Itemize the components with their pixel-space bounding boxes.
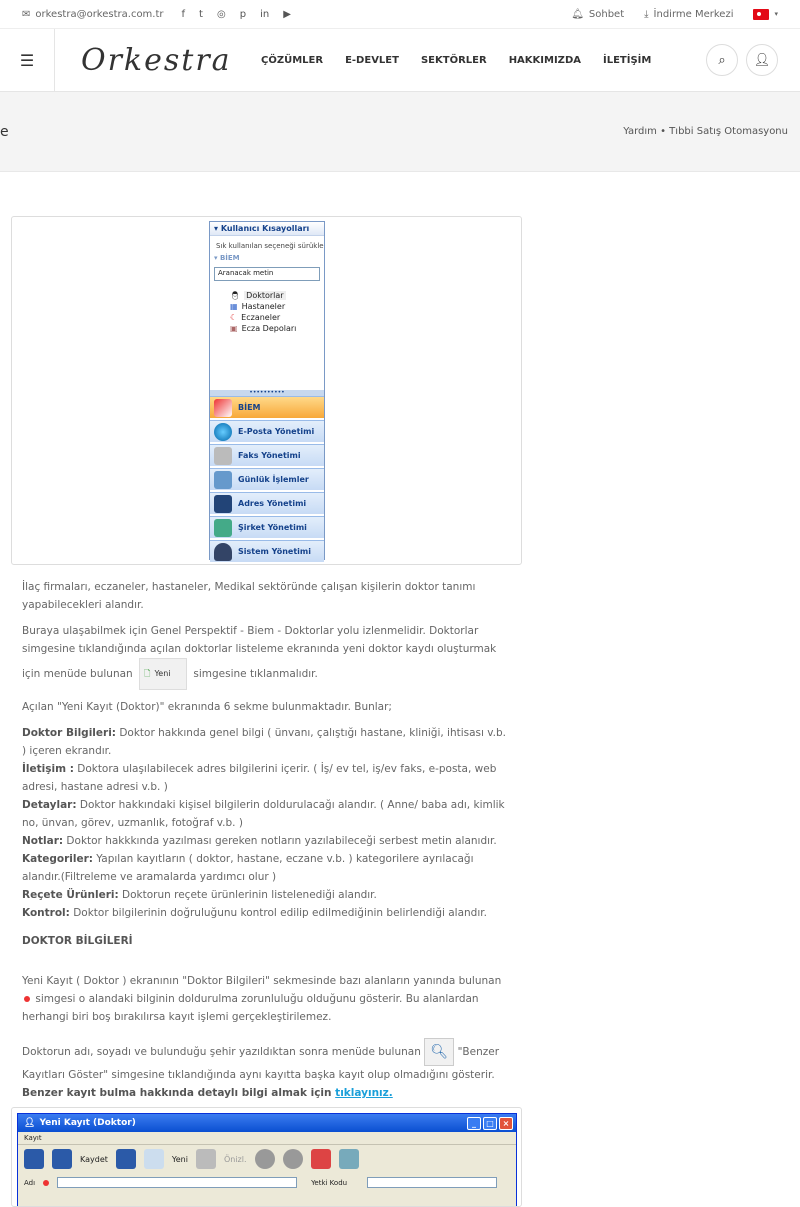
save-new-icon (24, 1149, 44, 1169)
section-title: DOKTOR BİLGİLERİ (22, 935, 133, 947)
auth-code-input (367, 1177, 497, 1188)
maximize-icon: □ (483, 1117, 497, 1130)
new-document-icon (144, 1149, 164, 1169)
panel-item-pharmacies[interactable]: ☾ Eczaneler (230, 313, 281, 322)
user-button[interactable] (746, 44, 778, 76)
window-form (18, 1173, 516, 1192)
crescent-icon: ☾ (230, 313, 238, 322)
required-dot-icon (24, 996, 30, 1002)
nav-e-government[interactable]: E-DEVLET (345, 54, 399, 66)
link-paragraph: Benzer kayıt bulma hakkında detaylı bilgi almak için tıklayınız. (22, 1087, 393, 1099)
close-icon: × (499, 1117, 513, 1130)
new-label: Yeni (171, 1154, 188, 1164)
instagram-icon[interactable]: ◎ (216, 8, 226, 20)
shortcut-panel (209, 221, 325, 560)
nav-contact[interactable]: İLETİŞİM (602, 54, 652, 66)
new-record-window (17, 1113, 517, 1207)
preview-label: Önizl. (223, 1154, 247, 1164)
minimize-icon: _ (467, 1117, 481, 1130)
panel-group: ▾ BİEM (214, 254, 240, 262)
tabs-list: Doktor Bilgileri: Doktor hakkında genel bilgi ( ünvanı, çalıştığı hastane, kliniği, ihtisası v.b. ) içeren ekrandır. İletişim : Doktora ulaşılabilecek adres bilgilerini içerir. ( İş/ ev tel, iş/ev faks, e-posta, web adresi, hastane adresi v.b. ) Detaylar: Doktor hakkındaki kişisel bilgilerin doldurulacağı alandır. ( Anne/ baba adı, kimlik no, ünvan, görev, uzmanlık, fotoğraf v.b. ) Notlar: Doktor hakkkında yazılması gereken notların yazılabileceği serbest metin alanıdır. Kategoriler: Yapılan kayıtların ( doktor, hastane, eczane v.b. ) kategorilere ayrılacağı alandır.(Filtreleme ve aramalarda yardımcı olur ) Reçete Ürünleri: Doktorun reçete ürünlerinin listelenediği alandır. Kontrol: Doktor bilgilerinin doğruluğunu kontrol edilip edilmediğinin belirlendiği alandır. (22, 727, 507, 919)
email-text: orkestra@orkestra.com.tr (35, 8, 164, 20)
module-fax[interactable]: Faks Yönetimi (210, 444, 324, 466)
detail-link[interactable]: tıklayınız. (335, 1087, 393, 1099)
pinterest-icon[interactable]: p (239, 8, 247, 20)
new-button-image: 🗋︎ Yeni (139, 658, 187, 690)
mail-icon: ✉ (22, 8, 31, 20)
panel-header: ▾ Kullanıcı Kısayolları (210, 222, 324, 236)
chat-link[interactable] (571, 9, 624, 20)
nav-sectors[interactable]: SEKTÖRLER (420, 54, 487, 66)
save-copy-icon (116, 1149, 136, 1169)
user-icon: 👤︎ (24, 1118, 36, 1128)
bell-icon: 🔔︎ (571, 8, 584, 20)
intro-paragraph: İlaç firmaları, eczaneler, hastaneler, Medikal sektöründe çalışan kişilerin doktor tanımı yapabilecekleri alandır. (22, 581, 476, 611)
name-input (57, 1177, 297, 1188)
breadcrumb[interactable]: Yardım • Tıbbi Satış Otomasyonu (623, 126, 788, 137)
fax-icon (214, 447, 232, 465)
window-titlebar: 👤︎ Yeni Kayıt (Doktor) _ □ × (18, 1114, 516, 1132)
turkey-flag-icon (753, 9, 769, 20)
module-biem[interactable]: BİEM (210, 396, 324, 418)
panel-hint: Sık kullanılan seçeneği sürükle (216, 242, 324, 250)
twitter-icon[interactable]: t (199, 8, 203, 20)
user-icon: 👤︎ (753, 52, 771, 68)
page-title: e (0, 123, 9, 140)
chevron-down-icon: ▾ (774, 10, 778, 18)
required-dot-icon (43, 1180, 49, 1186)
search-button[interactable] (706, 44, 738, 76)
tabs-intro: Açılan "Yeni Kayıt (Doktor)" ekranında 6 sekme bulunmaktadır. Bunlar; (22, 701, 392, 713)
download-center-link[interactable] (644, 9, 733, 20)
window-toolbar (18, 1145, 516, 1173)
path-paragraph: Buraya ulaşabilmek için Genel Perspektif - Biem - Doktorlar yolu izlenmelidir. Doktorlar simgesine tıklandığında açılan doktorlar listeleme ekranında yeni doktor kaydı oluşturmak için menüde bulunan 🗋︎ Yeni simgesine tıklanmalıdır. (22, 622, 512, 690)
magnifier-icon: 🔍︎ (424, 1038, 454, 1066)
box-icon: ▣ (230, 324, 238, 333)
youtube-icon[interactable]: ▶ (283, 8, 291, 20)
nav-solutions[interactable]: ÇÖZÜMLER (261, 54, 324, 66)
navigation-panel-screenshot (11, 216, 522, 565)
facebook-icon[interactable]: f (181, 8, 186, 20)
download-label: İndirme Merkezi (653, 8, 734, 20)
new-record-window-screenshot (11, 1107, 522, 1207)
module-address[interactable]: Adres Yönetimi (210, 492, 324, 514)
down-arrow-icon (283, 1149, 303, 1169)
logo[interactable]: Orkestra (81, 42, 232, 78)
search-icon: ⌕ (718, 52, 726, 68)
module-company[interactable]: Şirket Yönetimi (210, 516, 324, 538)
similar-paragraph: Doktorun adı, soyadı ve bulunduğu şehir yazıldıktan sonra menüde bulunan 🔍︎ "Benzer Kayıtları Göster" simgesine tıklandığında aynı kayıtta başka kayıt olup olmadığını gösterir. (22, 1038, 512, 1084)
hamburger-menu-icon[interactable]: ☰ (0, 29, 55, 91)
article-content (22, 578, 512, 1110)
window-menu: Kayıt (18, 1132, 516, 1145)
language-selector[interactable] (753, 9, 778, 20)
save-icon (52, 1149, 72, 1169)
panel-search-input[interactable]: Aranacak metin (214, 267, 320, 281)
checklist-icon (214, 471, 232, 489)
doctor-icon: 👨︎ (230, 291, 241, 300)
page-header (0, 92, 800, 172)
panel-splitter[interactable]: •••••••••• (210, 390, 324, 396)
globe-icon (214, 423, 232, 441)
magnifier-icon (339, 1149, 359, 1169)
name-label: Adı (24, 1178, 36, 1187)
module-email[interactable]: E-Posta Yönetimi (210, 420, 324, 442)
main-nav (261, 55, 651, 66)
panel-item-hospitals[interactable]: ▦ Hastaneler (230, 302, 286, 311)
panel-item-doctors[interactable]: 👨︎ Doktorlar (230, 291, 284, 300)
module-system[interactable]: Sistem Yönetimi (210, 540, 324, 562)
check-icon (311, 1149, 331, 1169)
required-paragraph: Yeni Kayıt ( Doktor ) ekranının "Doktor Bilgileri" sekmesinde bazı alanların yanında bulunan simgesi o alandaki bilginin doldurulma zorunluluğu olduğunu gösterir. Bu alanlardan herhangi biri boş bırakılırsa kayıt işlemi gerçekleştirilemez. (22, 975, 502, 1023)
auth-code-label: Yetki Kodu (311, 1178, 348, 1187)
up-arrow-icon (255, 1149, 275, 1169)
building-icon (214, 519, 232, 537)
pill-icon (214, 399, 232, 417)
panel-item-depots[interactable]: ▣ Ecza Depoları (230, 324, 297, 333)
top-bar (0, 0, 800, 29)
hospital-icon: ▦ (230, 302, 238, 311)
email-link[interactable] (22, 9, 164, 20)
chat-label: Sohbet (588, 8, 625, 20)
download-icon: ⤓ (644, 8, 649, 20)
linkedin-icon[interactable]: in (260, 8, 270, 20)
module-daily[interactable]: Günlük İşlemler (210, 468, 324, 490)
printer-icon (196, 1149, 216, 1169)
save-label: Kaydet (80, 1154, 108, 1164)
address-book-icon (214, 495, 232, 513)
admin-user-icon (214, 543, 232, 561)
social-links (182, 9, 291, 20)
main-header (0, 29, 800, 92)
new-document-icon: 🗋︎ (144, 669, 151, 678)
nav-about[interactable]: HAKKIMIZDA (508, 54, 581, 66)
